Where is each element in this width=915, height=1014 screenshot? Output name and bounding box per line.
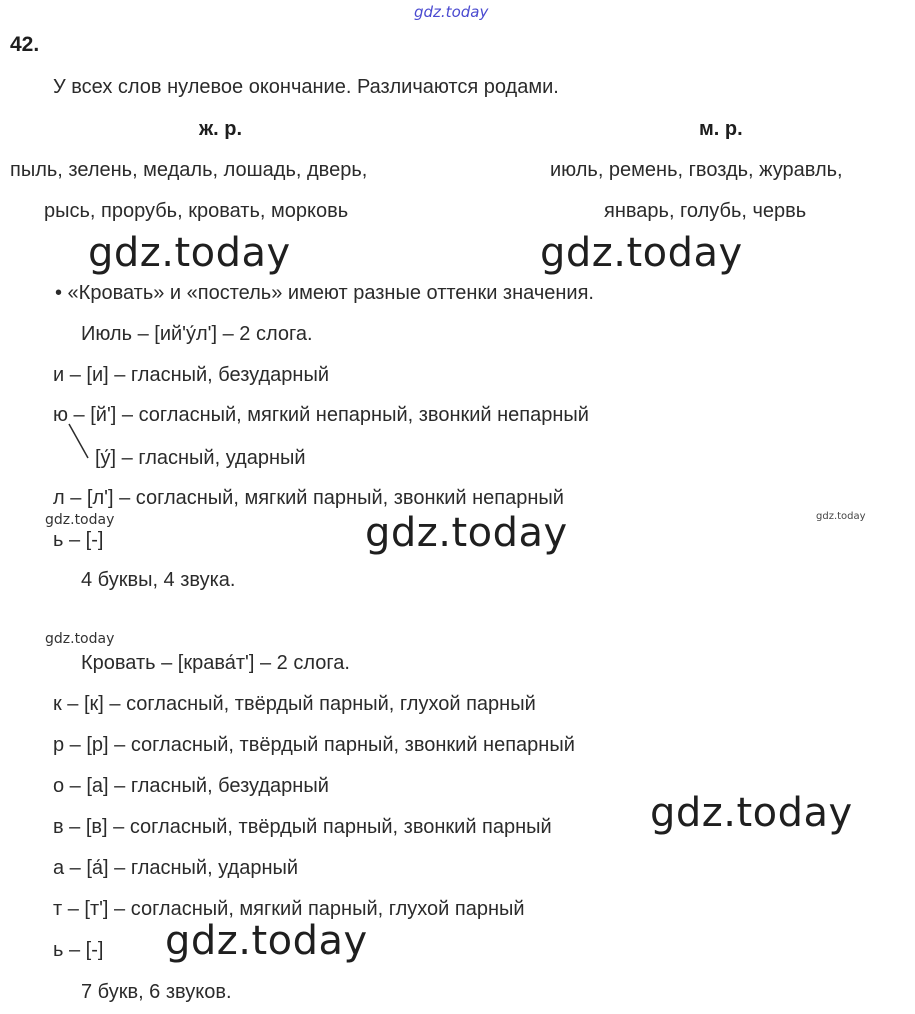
analysis1-summary: 4 буквы, 4 звука. xyxy=(81,569,236,591)
watermark-small-1: gdz.today xyxy=(45,512,115,528)
intro-text: У всех слов нулевое окончание. Различаются родами. xyxy=(53,76,559,98)
analysis1-title: Июль – [ий'у́л'] – 2 слога. xyxy=(81,323,313,345)
analysis1-line: ю – [й'] – согласный, мягкий непарный, звонкий непарный xyxy=(53,404,589,426)
watermark-3: gdz.today xyxy=(365,510,568,556)
analysis2-line: ь – [-] xyxy=(53,939,104,961)
masc-line-1: июль, ремень, гвоздь, журавль, xyxy=(550,159,843,181)
analysis2-summary: 7 букв, 6 звуков. xyxy=(81,981,232,1003)
analysis1-line: л – [л'] – согласный, мягкий парный, звонкий непарный xyxy=(53,487,564,509)
branch-line xyxy=(66,422,92,462)
task-number: 42. xyxy=(10,33,40,56)
analysis2-line: о – [а] – гласный, безударный xyxy=(53,775,329,797)
masc-line-2: январь, голубь, червь xyxy=(604,200,807,222)
watermark-4: gdz.today xyxy=(650,790,853,836)
fem-line-2: рысь, прорубь, кровать, морковь xyxy=(44,200,349,222)
analysis2-title: Кровать – [крава́т'] – 2 слога. xyxy=(81,652,350,674)
watermark-top: gdz.today xyxy=(414,3,489,21)
watermark-2: gdz.today xyxy=(540,230,743,276)
analysis2-line: к – [к] – согласный, твёрдый парный, глухой парный xyxy=(53,693,536,715)
note-text: • «Кровать» и «постель» имеют разные оттенки значения. xyxy=(55,282,594,304)
analysis2-line: р – [р] – согласный, твёрдый парный, звонкий непарный xyxy=(53,734,575,756)
fem-line-1: пыль, зелень, медаль, лошадь, дверь, xyxy=(10,159,368,181)
fem-header: ж. р. xyxy=(199,118,243,140)
watermark-1: gdz.today xyxy=(88,230,291,276)
analysis1-line: ь – [-] xyxy=(53,529,104,551)
analysis1-line: [у́] – гласный, ударный xyxy=(95,447,306,469)
watermark-small-2: gdz.today xyxy=(45,631,115,647)
analysis2-line: т – [т'] – согласный, мягкий парный, глухой парный xyxy=(53,898,525,920)
analysis2-line: в – [в] – согласный, твёрдый парный, звонкий парный xyxy=(53,816,552,838)
watermark-tiny: gdz.today xyxy=(816,511,866,522)
watermark-5: gdz.today xyxy=(165,918,368,964)
masc-header: м. р. xyxy=(699,118,743,140)
analysis1-line: и – [и] – гласный, безударный xyxy=(53,364,329,386)
analysis2-line: а – [а́] – гласный, ударный xyxy=(53,857,299,879)
